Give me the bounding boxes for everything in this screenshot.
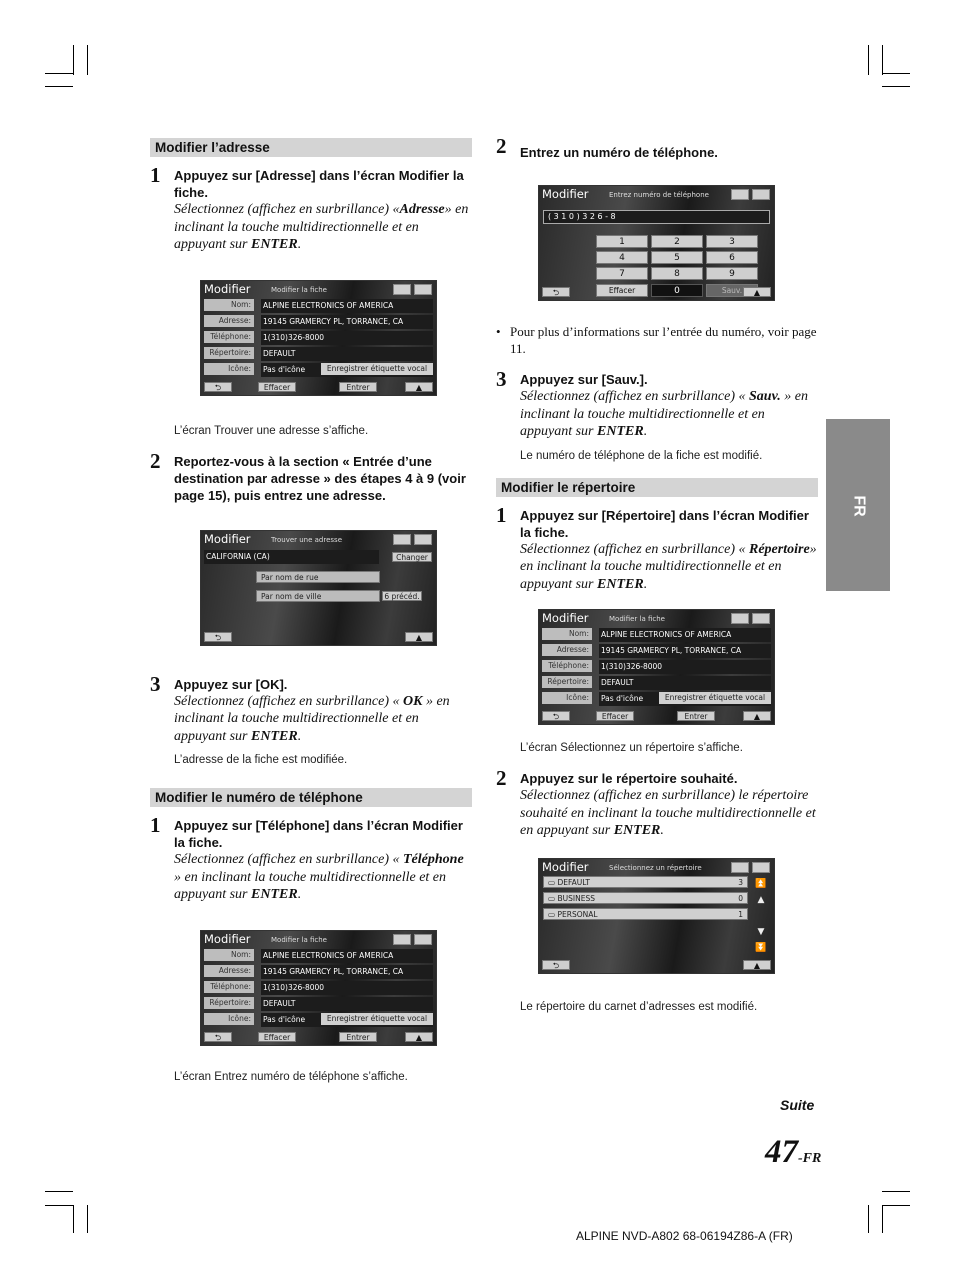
up-icon[interactable]: ▲ [405, 1032, 433, 1042]
list-item[interactable]: ▭ PERSONAL 1 [543, 908, 748, 920]
grid-icon[interactable] [414, 934, 432, 945]
previous-button[interactable]: 6 précéd. [382, 591, 422, 601]
crop-mark [882, 45, 883, 75]
modifier-fiche-screen: Modifier Modifier la fiche Nom: ALPINE ELECTRONICS OF AMERICA Adresse: 19145 GRAMERCY PL, TORRANCE, CA Téléphone: 1(310)326-8000 Répertoire: DEFAULT Icône: Pas d'icône Enregistrer étiquette vocal ⮌ Effacer Entrer ▲ [200, 930, 437, 1046]
phone-display: ( 3 1 0 ) 3 2 6 - 8 [543, 210, 770, 224]
crop-mark [882, 1205, 883, 1233]
selectionnez-repertoire-screen: Modifier Sélectionnez un répertoire ▭ DEFAULT 3 ▭ BUSINESS 0 ▭ PERSONAL 1 ⏫ ▲ ▼ ⏬ ⮌ ▲ [538, 858, 775, 974]
crop-mark [73, 45, 74, 75]
scrollbar[interactable]: ⏫ ▲ ▼ ⏬ [755, 878, 767, 953]
back-icon[interactable]: ⮌ [542, 287, 570, 297]
crop-mark [73, 1205, 74, 1233]
step: 3 Appuyez sur [OK]. Sélectionnez (affichez en surbrillance) « OK » en inclinant la touche multidirectionnelle et en appuyant sur ENTER. [150, 671, 450, 744]
step: 3 Appuyez sur [Sauv.]. Sélectionnez (affichez en surbrillance) « Sauv. » en inclinant la touche multidirectionnelle et en appuyant sur ENTER. [496, 367, 808, 439]
delete-button[interactable]: Effacer [258, 382, 296, 392]
back-icon[interactable]: ⮌ [204, 632, 232, 642]
crop-mark [87, 1205, 88, 1233]
language-tab: FR [826, 419, 890, 591]
modifier-fiche-screen: Modifier Modifier la fiche Nom: ALPINE ELECTRONICS OF AMERICA Adresse: 19145 GRAMERCY PL, TORRANCE, CA Téléphone: 1(310)326-8000 Répertoire: DEFAULT Icône: Pas d'icône Enregistrer étiquette vocal ⮌ Effacer Entrer ▲ [200, 280, 437, 396]
folder-icon: ▭ [548, 893, 558, 903]
delete-button[interactable]: Effacer [596, 284, 648, 297]
crop-mark [882, 1205, 910, 1206]
keyboard-icon[interactable] [731, 189, 749, 200]
key-3[interactable]: 3 [706, 235, 758, 248]
crop-mark [45, 1191, 73, 1192]
by-city-button[interactable]: Par nom de ville [256, 590, 380, 602]
key-0[interactable]: 0 [651, 284, 703, 297]
folder-icon: ▭ [548, 909, 558, 919]
step [150, 163, 472, 254]
grid-icon[interactable] [752, 862, 770, 873]
crop-mark [882, 73, 910, 74]
back-icon[interactable]: ⮌ [204, 1032, 232, 1042]
step-instruction: Appuyez sur [Adresse] dans l’écran Modifier la fiche. [174, 168, 464, 200]
continued-label: Suite [780, 1097, 815, 1113]
enter-button[interactable]: Entrer [677, 711, 715, 721]
key-7[interactable]: 7 [596, 267, 648, 280]
key-1[interactable]: 1 [596, 235, 648, 248]
list-item[interactable]: ▭ DEFAULT 3 [543, 876, 748, 888]
folder-icon: ▭ [548, 877, 558, 887]
step: 2 Reportez-vous à la section « Entrée d’une destination par adresse » des étapes 4 à 9 (voir page 15), puis entrez une adresse. [150, 448, 466, 503]
grid-icon[interactable] [414, 284, 432, 295]
step: 1 Appuyez sur [Répertoire] dans l’écran Modifier la fiche. Sélectionnez (affichez en surbrillance) « Répertoire» en inclinant la touche multidirectionnelle et en appuyant sur ENTER. [496, 502, 817, 592]
change-button[interactable]: Changer [392, 552, 432, 562]
entrez-numero-screen: Modifier Entrez numéro de téléphone ( 3 1 0 ) 3 2 6 - 8 1 2 3 4 5 6 7 8 9 Effacer 0 Sauv. ⮌ ▲ [538, 185, 775, 301]
key-2[interactable]: 2 [651, 235, 703, 248]
back-icon[interactable]: ⮌ [542, 711, 570, 721]
back-icon[interactable]: ⮌ [542, 960, 570, 970]
caption: L’écran Trouver une adresse s’affiche. [174, 424, 369, 437]
enter-button[interactable]: Entrer [339, 382, 377, 392]
footer: ALPINE NVD-A802 68-06194Z86-A (FR) [576, 1229, 793, 1243]
crop-mark [868, 45, 869, 75]
key-9[interactable]: 9 [706, 267, 758, 280]
keyboard-icon[interactable] [393, 534, 411, 545]
up-icon[interactable]: ▲ [743, 711, 771, 721]
key-6[interactable]: 6 [706, 251, 758, 264]
list-item[interactable]: ▭ BUSINESS 0 [543, 892, 748, 904]
crop-mark [868, 1205, 869, 1233]
up-icon[interactable]: ▲ [743, 960, 771, 970]
up-icon[interactable]: ▲ [405, 382, 433, 392]
modifier-fiche-screen: Modifier Modifier la fiche Nom: ALPINE ELECTRONICS OF AMERICA Adresse: 19145 GRAMERCY PL, TORRANCE, CA Téléphone: 1(310)326-8000 Répertoire: DEFAULT Icône: Pas d'icône Enregistrer étiquette vocal ⮌ Effacer Entrer ▲ [538, 609, 775, 725]
grid-icon[interactable] [752, 613, 770, 624]
note: • Pour plus d’informations sur l’entrée du numéro, voir page 11. [496, 323, 818, 357]
crop-mark [87, 45, 88, 75]
up-icon[interactable]: ▲ [743, 287, 771, 297]
page-number: 47-FR [765, 1134, 822, 1170]
grid-icon[interactable] [414, 534, 432, 545]
delete-button[interactable]: Effacer [596, 711, 634, 721]
crop-mark [45, 73, 73, 74]
enter-button[interactable]: Entrer [339, 1032, 377, 1042]
right-column: 2 Entrez un numéro de téléphone. Modifier Entrez numéro de téléphone ( 3 1 0 ) 3 2 6 - 8 1 2 3 4 5 6 7 8 9 Effacer 0 Sauv. ⮌ ▲ • Pour plus d’informations sur l’entrée du numéro, voir page 11. 3 Appuyez sur [Sauv.]. Sélectionnez (affichez en surbrillance) « Sauv. » en inclinant la touche multidirectionnelle et en appuyant sur ENTER. Le numéro de téléphone de la fiche est modifié. Modifier le répertoire 1 Appuyez sur [Répertoire] dans l’écran Modifier la fiche. Sélectionnez (affichez en surbrillance) « Répertoire» en inclinant la touche multidirectionnelle et en appuyant sur ENTER. Modifier Modifier la fiche Nom: ALPINE ELECTRONICS OF AMERICA Adresse: 19145 GRAMERCY PL, TORRANCE, CA Téléphone: 1(310)326-8000 Répertoire: DEFAULT Icône: Pas d'icône Enregistrer étiquette vocal ⮌ Effacer Entrer ▲ L’écran Sélectionnez un répertoire s’affiche. 2 Appuyez sur le répertoire souhaité. Sélectionnez (affichez en surbrillance) le répertoire souhaité en inclinant la touche multidirectionnelle et en appuyant sur ENTER. Modifier Sélectionnez un répertoire ▭ DEFAULT 3 ▭ BUSINESS 0 ▭ PERSONAL 1 ⏫ ▲ ▼ ⏬ ⮌ ▲ Le répertoire du carnet d’adresses est modifié. [496, 138, 818, 1015]
up-icon[interactable]: ▲ [405, 632, 433, 642]
by-street-button[interactable]: Par nom de rue [256, 571, 380, 583]
key-8[interactable]: 8 [651, 267, 703, 280]
keyboard-icon[interactable] [393, 934, 411, 945]
keyboard-icon[interactable] [393, 284, 411, 295]
crop-mark [882, 86, 910, 87]
step: 2 Entrez un numéro de téléphone. [496, 134, 718, 160]
step: 2 Appuyez sur le répertoire souhaité. Sélectionnez (affichez en surbrillance) le répertoire souhaité en inclinant la touche multidirectionnelle et en appuyant sur ENTER. [496, 766, 816, 838]
delete-button[interactable]: Effacer [258, 1032, 296, 1042]
crop-mark [45, 1205, 73, 1206]
crop-mark [45, 86, 73, 87]
keyboard-icon[interactable] [731, 613, 749, 624]
section-heading: Modifier l’adresse [150, 138, 472, 157]
key-5[interactable]: 5 [651, 251, 703, 264]
caption: L’écran Sélectionnez un répertoire s’affiche. [520, 742, 743, 754]
keyboard-icon[interactable] [731, 862, 749, 873]
caption: L’écran Entrez numéro de téléphone s’affiche. [174, 1070, 408, 1083]
step-number: 1 [150, 163, 161, 187]
trouver-adresse-screen: Modifier Trouver une adresse CALIFORNIA (CA) Changer Par nom de rue Par nom de ville 6 précéd. ⮌ ▲ [200, 530, 437, 646]
left-column: Modifier l’adresse 1 Appuyez sur [Adresse] dans l’écran Modifier la fiche. Sélectionnez (affichez en surbrillance) «Adresse» en inclinant la touche multidirectionnelle et en appuyant sur ENTER. Modifier Modifier la fiche Nom: ALPINE ELECTRONICS OF AMERICA Adresse: 19145 GRAMERCY PL, TORRANCE, CA Téléphone: 1(310)326-8000 Répertoire: DEFAULT Icône: Pas d'icône Enregistrer étiquette vocal ⮌ Effacer Entrer ▲ L’écran Trouver une adresse s’affiche. 2 Reportez-vous à la section « Entrée d’une destination par adresse » des étapes 4 à 9 (voir page 15), puis entrez une adresse. Modifier Trouver une adresse CALIFORNIA (CA) Changer Par nom de rue Par nom de ville 6 précéd. ⮌ ▲ 3 Appuyez sur [OK]. Sélectionnez (affichez en surbrillance) « OK » en inclinant la touche multidirectionnelle et en appuyant sur ENTER. L’adresse de la fiche est modifiée. Modifier le numéro de téléphone 1 Appuyez sur [Téléphone] dans l’écran Modifier la fiche. Sélectionnez (affichez en surbrillance) « Téléphone » en inclinant la touche multidirectionnelle et en appuyant sur ENTER. Modifier Modifier la fiche Nom: ALPINE ELECTRONICS OF AMERICA Adresse: 19145 GRAMERCY PL, TORRANCE, CA Téléphone: 1(310)326-8000 Répertoire: DEFAULT Icône: Pas d'icône Enregistrer étiquette vocal ⮌ Effacer Entrer ▲ L’écran Entrez numéro de téléphone s’affiche. [150, 138, 472, 1085]
crop-mark [882, 1191, 910, 1192]
grid-icon[interactable] [752, 189, 770, 200]
step: 1 Appuyez sur [Téléphone] dans l’écran Modifier la fiche. Sélectionnez (affichez en surbrillance) « Téléphone » en inclinant la touche multidirectionnelle et en appuyant sur ENTER. [150, 813, 464, 902]
key-4[interactable]: 4 [596, 251, 648, 264]
step-detail: Sélectionnez (affichez en surbrillance) «Adresse» en inclinant la touche multidirectionnelle et en appuyant sur ENTER. [174, 202, 469, 252]
back-icon[interactable]: ⮌ [204, 382, 232, 392]
save-button[interactable]: Sauv. [706, 284, 758, 297]
